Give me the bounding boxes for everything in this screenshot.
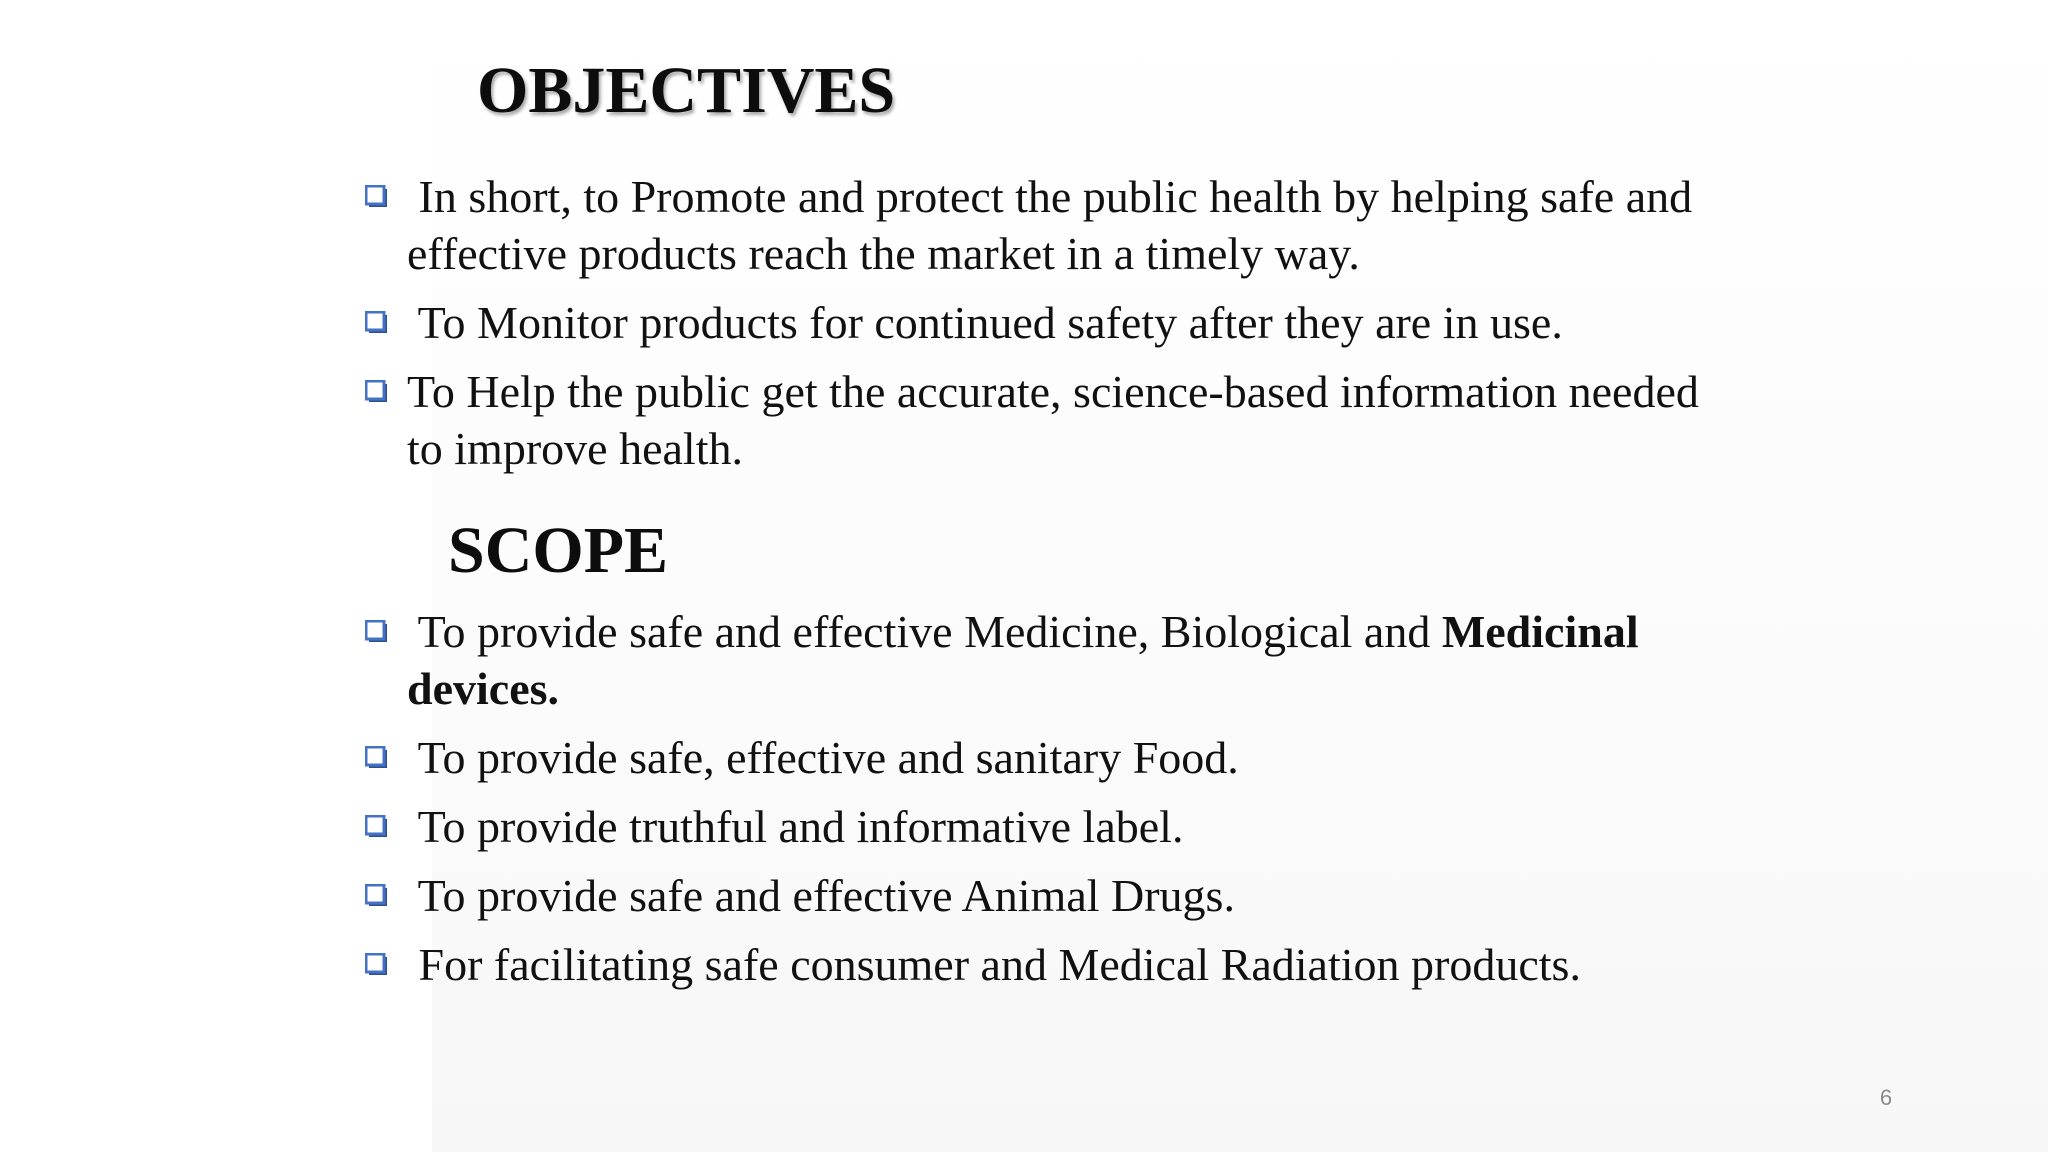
scope-item-line-regular: To provide safe and effective Medicine, Biological and	[407, 606, 1442, 657]
scope-item-line-bold: Medicinal	[1441, 606, 1639, 657]
objectives-item-line: To Monitor products for continued safety after they are in use.	[407, 297, 1563, 348]
scope-item-line: To provide safe, effective and sanitary Food.	[407, 732, 1239, 783]
scope-item-text	[407, 936, 1787, 993]
hollow-square-bullet-icon	[365, 620, 385, 640]
objectives-item-line: effective products reach the market in a timely way.	[407, 228, 1360, 279]
scope-item-line: To provide safe and effective Animal Drugs.	[407, 870, 1235, 921]
hollow-square-bullet-icon	[365, 746, 385, 766]
objectives-item-line: In short, to Promote and protect the public health by helping safe and	[407, 171, 1693, 222]
objectives-heading: OBJECTIVES	[477, 54, 896, 127]
hollow-square-bullet-icon	[365, 884, 385, 904]
objectives-item-text	[407, 294, 1787, 351]
scope-item-text	[407, 798, 1787, 855]
scope-item-text	[407, 603, 1787, 717]
scope-item-line	[407, 603, 1787, 660]
hollow-square-bullet-icon	[365, 953, 385, 973]
objectives-item-line: to improve health.	[407, 423, 743, 474]
scope-item-line: To provide truthful and informative label.	[407, 801, 1184, 852]
hollow-square-bullet-icon	[365, 185, 385, 205]
hollow-square-bullet-icon	[365, 380, 385, 400]
scope-item-line: For facilitating safe consumer and Medical Radiation products.	[407, 939, 1581, 990]
hollow-square-bullet-icon	[365, 311, 385, 331]
objectives-item-text	[407, 168, 1787, 282]
objectives-item-line: To Help the public get the accurate, science-based information needed	[407, 366, 1699, 417]
objectives-item-text	[407, 363, 1787, 477]
page-number: 6	[1879, 1085, 1893, 1110]
scope-item-text	[407, 729, 1787, 786]
scope-heading: SCOPE	[448, 514, 669, 587]
hollow-square-bullet-icon	[365, 815, 385, 835]
scope-item-line-bold: devices.	[407, 663, 560, 714]
scope-item-text	[407, 867, 1787, 924]
